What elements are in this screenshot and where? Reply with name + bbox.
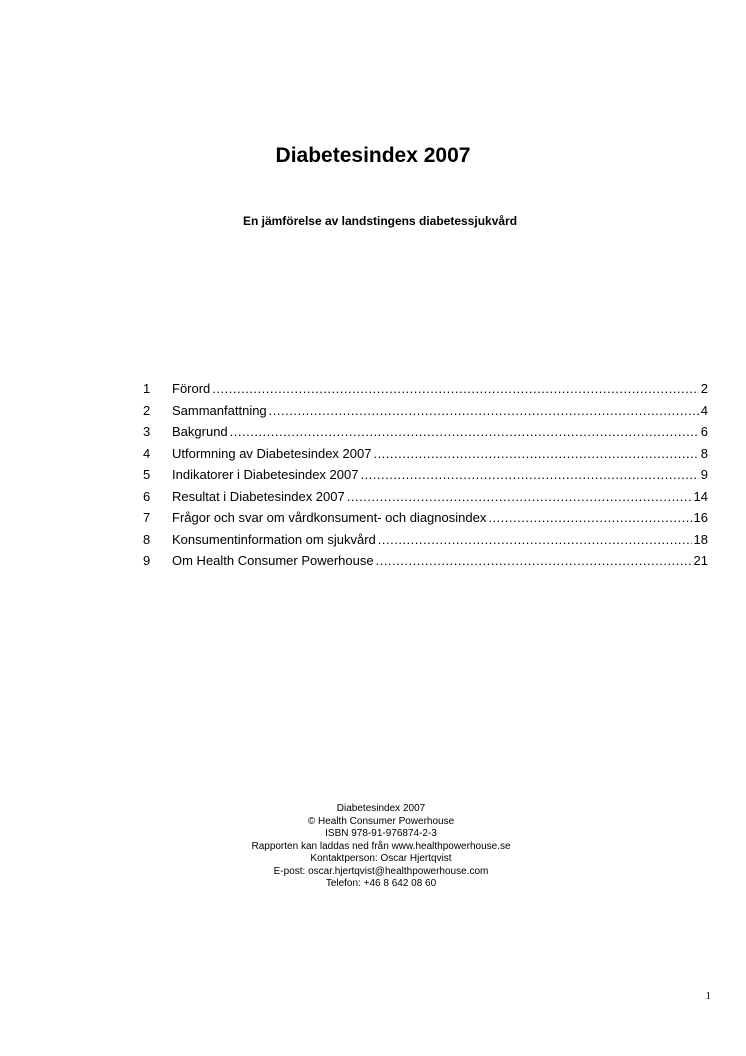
toc-entry-number: 1 <box>143 381 151 396</box>
toc-entry-title: Frågor och svar om vårdkonsument- och diagnosindex <box>172 510 487 525</box>
toc-leader-dots <box>269 400 699 422</box>
toc-entry[interactable] <box>143 400 708 422</box>
toc-entry-number: 9 <box>143 553 151 568</box>
toc-entry[interactable] <box>143 529 708 551</box>
toc-entry-number: 2 <box>143 402 151 418</box>
toc-entry-page: 21 <box>693 553 708 568</box>
toc-entry-title: Utformning av Diabetesindex 2007 <box>172 445 372 461</box>
toc-entry-number: 4 <box>143 445 151 461</box>
toc-entry-number: 8 <box>143 531 151 547</box>
toc-entry-page: 18 <box>693 531 708 547</box>
page-title: Diabetesindex 2007 <box>275 144 471 167</box>
toc-entry[interactable] <box>143 486 708 508</box>
toc-entry-page: 16 <box>693 510 708 525</box>
toc-entry[interactable] <box>143 378 708 400</box>
toc-entry[interactable] <box>143 421 708 443</box>
colophon-phone: Telefon: +46 8 642 08 60 <box>325 878 437 889</box>
toc-entry-number: 6 <box>143 488 151 504</box>
toc-leader-dots <box>488 507 691 529</box>
toc-leader-dots <box>212 378 698 400</box>
toc-entry-page: 9 <box>700 467 708 482</box>
toc-entry-title: Indikatorer i Diabetesindex 2007 <box>172 467 359 482</box>
toc-entry-title: Resultat i Diabetesindex 2007 <box>172 488 345 504</box>
toc-entry[interactable] <box>143 464 708 486</box>
toc-entry[interactable] <box>143 507 708 529</box>
colophon-copyright: © Health Consumer Powerhouse <box>307 815 455 827</box>
colophon-email-link[interactable]: E-post: oscar.hjertqvist@healthpowerhouse.com <box>273 865 489 877</box>
toc-entry-page: 4 <box>700 402 708 418</box>
toc-entry-title: Om Health Consumer Powerhouse <box>172 553 374 568</box>
colophon <box>0 803 746 891</box>
toc-entry[interactable] <box>143 550 708 572</box>
toc-entry-title: Förord <box>172 381 211 396</box>
toc-entry-number: 3 <box>143 424 151 439</box>
toc-leader-dots <box>360 464 698 486</box>
toc-leader-dots <box>378 529 692 551</box>
toc-entry-title: Bakgrund <box>172 424 228 439</box>
colophon-isbn: ISBN 978-91-976874-2-3 <box>325 828 437 839</box>
toc-leader-dots <box>376 550 692 572</box>
colophon-download-link[interactable]: Rapporten kan laddas ned från www.healthpowerhouse.se <box>251 840 511 852</box>
toc-leader-dots <box>347 486 692 508</box>
toc-entry-number: 7 <box>143 510 151 525</box>
colophon-contact-person: Kontaktperson: Oscar Hjertqvist <box>310 853 452 864</box>
toc-entry-title: Sammanfattning <box>172 402 267 418</box>
toc-entry-title: Konsumentinformation om sjukvård <box>172 531 376 547</box>
toc-leader-dots <box>230 421 699 443</box>
toc-entry[interactable] <box>143 443 708 465</box>
toc-entry-page: 14 <box>693 488 708 504</box>
toc-entry-page: 8 <box>700 445 708 461</box>
toc-entry-page: 6 <box>700 424 708 439</box>
toc-entry-number: 5 <box>143 467 151 482</box>
toc-leader-dots <box>373 443 698 465</box>
toc-entry-page: 2 <box>700 381 708 396</box>
colophon-report-title: Diabetesindex 2007 <box>336 803 426 814</box>
page-number: 1 <box>705 990 711 1002</box>
table-of-contents <box>143 378 708 572</box>
page-subtitle: En jämförelse av landstingens diabetessjukvård <box>242 214 518 228</box>
